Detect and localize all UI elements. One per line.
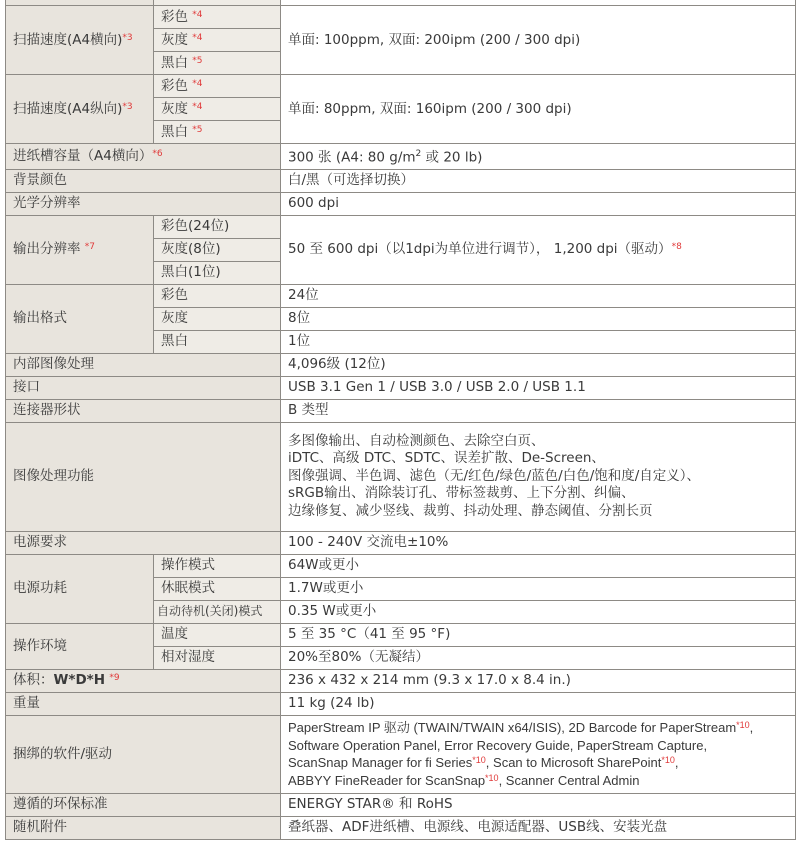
table-row-image-functions bbox=[6, 422, 796, 531]
row-label: 电源功耗 bbox=[6, 554, 154, 623]
row-label: 随机附件 bbox=[6, 816, 281, 839]
table-row-connector bbox=[6, 399, 796, 422]
footnote-marker: *7 bbox=[84, 242, 96, 252]
row-value: 50 至 600 dpi（以1dpi为单位进行调节）， 1,200 dpi（驱动）$^{*8}$ bbox=[281, 215, 796, 284]
table-row-output-resolution bbox=[6, 215, 796, 238]
row-label: 操作环境 bbox=[6, 623, 154, 669]
row-value: 300 张 (A4: 80 $g/m^2$ 或 20 lb) bbox=[281, 144, 796, 170]
row-sub-label: 彩色 $^{*4}$ bbox=[154, 75, 281, 98]
footnote-marker: *10 bbox=[736, 720, 750, 730]
row-sub-label: 休眠模式 bbox=[154, 577, 281, 600]
table-row-scan-landscape bbox=[6, 6, 796, 29]
table-row-internal-processing bbox=[6, 353, 796, 376]
row-label: 电源要求 bbox=[6, 531, 281, 554]
row-value: 0.35 W或更小 bbox=[281, 600, 796, 623]
row-label: 图像处理功能 bbox=[6, 422, 281, 531]
table-row-power-consumption bbox=[6, 554, 796, 577]
row-value: 20%至80%（无凝结） bbox=[281, 646, 796, 669]
footnote-marker: *10 bbox=[661, 755, 675, 765]
row-value: ENERGY STAR® 和 RoHS bbox=[281, 793, 796, 816]
row-sub-label: 彩色 bbox=[154, 284, 281, 307]
row-value: 4,096级 (12位) bbox=[281, 353, 796, 376]
row-label: 连接器形状 bbox=[6, 399, 281, 422]
row-value: 11 kg (24 lb) bbox=[281, 692, 796, 715]
row-value: 白/黑（可选择切换） bbox=[281, 169, 796, 192]
table-row-output-format bbox=[6, 284, 796, 307]
row-value: B 类型 bbox=[281, 399, 796, 422]
row-label: 输出分辨率 $^{*7}$ bbox=[6, 215, 154, 284]
footnote-marker: *10 bbox=[485, 772, 499, 783]
row-sub-label: 黑白(1位) bbox=[154, 261, 281, 284]
row-value: PaperStream IP 驱动 (TWAIN/TWAIN x64/ISIS), 2D Barcode for PaperStream$^{*10}$, Software Operation Panel, Error Recovery Guide, PaperStream Capture, ScanSnap Manager for fi Series$^{*10}$, Scan to Microsoft SharePoint$^{*10}$, ABBYY FineReader for ScanSnap$^{*10}$, Scanner Central Admin bbox=[281, 715, 796, 793]
table-row-hopper bbox=[6, 144, 796, 170]
row-value: 24位 bbox=[281, 284, 796, 307]
row-value: 1.7W或更小 bbox=[281, 577, 796, 600]
row-value: 64W或更小 bbox=[281, 554, 796, 577]
footnote-marker: *3 bbox=[122, 101, 133, 112]
footnote-marker: *6 bbox=[152, 148, 163, 159]
footnote-marker: *10 bbox=[472, 755, 486, 765]
row-label: 重量 bbox=[6, 692, 281, 715]
row-value: USB 3.1 Gen 1 / USB 3.0 / USB 2.0 / USB 1.1 bbox=[281, 376, 796, 399]
row-sub-label: 相对湿度 bbox=[154, 646, 281, 669]
row-sub-label: 灰度 $^{*4}$ bbox=[154, 29, 281, 52]
table-row-accessories bbox=[6, 816, 796, 839]
footnote-marker: *4 bbox=[192, 101, 203, 112]
row-sub-label: 彩色 $^{*4}$ bbox=[154, 6, 281, 29]
row-value: 多图像输出、自动检测颜色、去除空白页、 iDTC、高级 DTC、SDTC、误差扩散、De-Screen、 图像强调、半色调、滤色（无/红色/绿色/蓝色/白色/饱和度/自定义）、 sRGB输出、消除装订孔、带标签裁剪、上下分割、纠偏、 边缘修复、减少竖线、裁剪、抖动处理、静态阈值、分割长页 bbox=[281, 422, 796, 531]
table-row-software bbox=[6, 715, 796, 793]
row-label: 背景颜色 bbox=[6, 169, 281, 192]
table-row-background bbox=[6, 169, 796, 192]
table-row-weight bbox=[6, 692, 796, 715]
row-sub-label: 操作模式 bbox=[154, 554, 281, 577]
row-label: 捆绑的软件/驱动 bbox=[6, 715, 281, 793]
row-sub-label: 温度 bbox=[154, 623, 281, 646]
row-sub-label: 黑白 bbox=[154, 330, 281, 353]
footnote-marker: *9 bbox=[109, 673, 120, 683]
footnote-marker: *3 bbox=[122, 32, 133, 43]
row-label: 输出格式 bbox=[6, 284, 154, 353]
row-value: 叠纸器、ADF进纸槽、电源线、电源适配器、USB线、安装光盘 bbox=[281, 816, 796, 839]
row-label: 内部图像处理 bbox=[6, 353, 281, 376]
table-row-interface bbox=[6, 376, 796, 399]
row-value: 8位 bbox=[281, 307, 796, 330]
table-row-power-requirements bbox=[6, 531, 796, 554]
table-row-eco-standards bbox=[6, 793, 796, 816]
row-label: 遵循的环保标准 bbox=[6, 793, 281, 816]
footnote-marker: *4 bbox=[192, 78, 203, 89]
footnote-marker: *4 bbox=[192, 9, 203, 20]
row-sub-label: 黑白 $^{*5}$ bbox=[154, 121, 281, 144]
row-sub-label: 自动待机(关闭)模式 bbox=[154, 600, 281, 623]
row-label: 接口 bbox=[6, 376, 281, 399]
footnote-marker: *5 bbox=[192, 124, 203, 135]
row-sub-label: 灰度 $^{*4}$ bbox=[154, 98, 281, 121]
row-sub-label: 灰度(8位) bbox=[154, 238, 281, 261]
table-row-scan-portrait bbox=[6, 75, 796, 98]
row-value: 236 x 432 x 214 mm (9.3 x 17.0 x 8.4 in.) bbox=[281, 669, 796, 692]
table-row-optical-resolution bbox=[6, 192, 796, 215]
table-row-environment bbox=[6, 623, 796, 646]
row-label: 光学分辨率 bbox=[6, 192, 281, 215]
row-sub-label: 彩色(24位) bbox=[154, 215, 281, 238]
footnote-marker: *5 bbox=[192, 55, 203, 66]
row-value: 600 dpi bbox=[281, 192, 796, 215]
footnote-marker: *8 bbox=[671, 242, 682, 252]
footnote-marker: *4 bbox=[192, 32, 203, 43]
row-value: 1位 bbox=[281, 330, 796, 353]
row-sub-label: 灰度 bbox=[154, 307, 281, 330]
row-label: 进纸槽容量（A4横向）$^{*6}$ bbox=[6, 144, 281, 170]
row-label: 扫描速度(A4横向)$^{*3}$ bbox=[6, 6, 154, 75]
row-label: 扫描速度(A4纵向)$^{*3}$ bbox=[6, 75, 154, 144]
row-value: 单面: 100ppm, 双面: 200ipm (200 / 300 dpi) bbox=[281, 6, 796, 75]
spec-table bbox=[5, 0, 796, 840]
row-label: 体积：W*D*H $^{*9}$ bbox=[6, 669, 281, 692]
row-sub-label: 黑白 $^{*5}$ bbox=[154, 52, 281, 75]
row-value: 100 - 240V 交流电±10% bbox=[281, 531, 796, 554]
row-value: 5 至 35 °C（41 至 95 °F) bbox=[281, 623, 796, 646]
row-value: 单面: 80ppm, 双面: 160ipm (200 / 300 dpi) bbox=[281, 75, 796, 144]
table-row-dimensions bbox=[6, 669, 796, 692]
